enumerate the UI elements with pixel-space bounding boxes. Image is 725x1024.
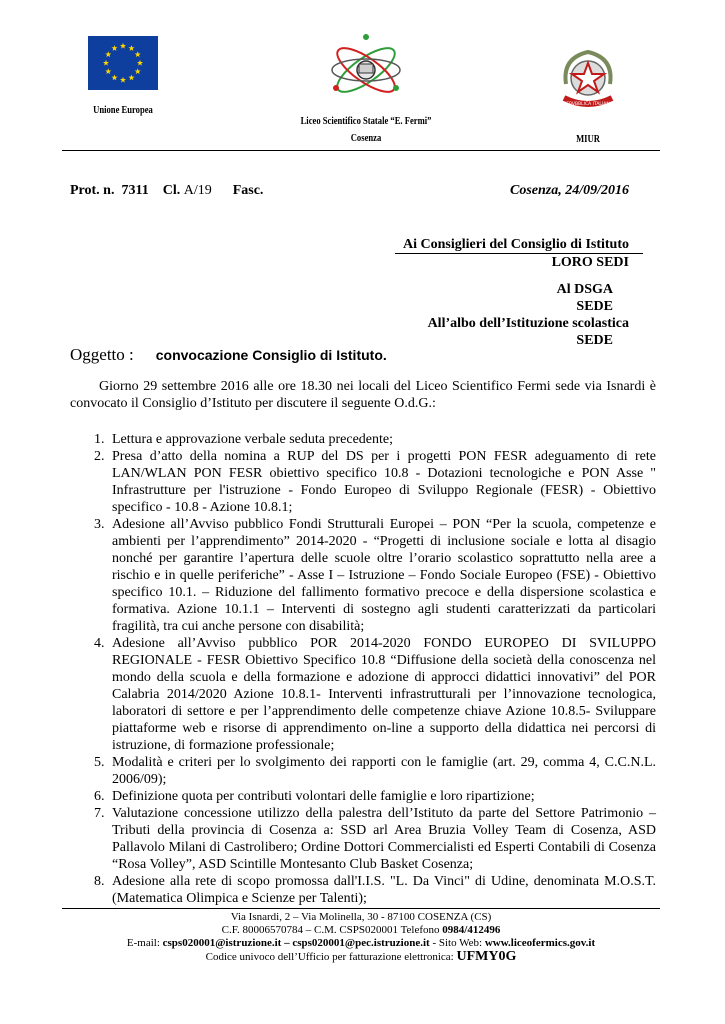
eu-caption: Unione Europea — [93, 104, 153, 116]
italian-republic-emblem-icon — [558, 44, 618, 114]
eu-flag-icon — [88, 36, 158, 90]
class-value: A/19 — [183, 183, 212, 198]
agenda-item-number: 5. — [94, 755, 105, 770]
miur-caption: MIUR — [576, 133, 600, 145]
recipient-loro-sedi: LORO SEDI — [551, 255, 629, 270]
emblem-ribbon-text: REPVBBLICA ITALIANA — [563, 102, 613, 107]
footer-codes — [62, 924, 660, 937]
agenda-item-text: Lettura e approvazione verbale seduta precedente; — [112, 432, 394, 447]
prot-number: 7311 — [121, 183, 149, 198]
recipient-dsga-sede: SEDE — [576, 299, 613, 314]
agenda-item — [70, 788, 656, 805]
agenda-item-number: 3. — [94, 517, 105, 532]
agenda-item-number: 6. — [94, 789, 105, 804]
agenda-item-text: Modalità e criteri per lo svolgimento dei rapporti con le famiglie (art. 29, comma 4, C.C.N.L. 2006/09); — [112, 755, 656, 787]
agenda-item — [70, 448, 656, 516]
prot-label: Prot. n. — [70, 183, 115, 198]
agenda-item-text: Adesione alla rete di scopo promossa dall'I.I.S. "L. Da Vinci" di Udine, denominata M.O.S.T. (Matematica Olimpica e Scienze per Talenti); — [112, 874, 656, 906]
agenda-item-text: Presa d’atto della nomina a RUP del DS per i progetti PON FESR adeguamento di rete LAN/WLAN PON FESR obiettivo specifico 10.8 - Dotazioni tecnologiche e PON Asse " Infrastrutture per l'istruzione - Fondo Europeo di Sviluppo Regionale (FESR) - Obiettivo specifico - 10.8 - Azione 10.8.1; — [112, 449, 656, 515]
agenda-item-text: Adesione all’Avviso pubblico POR 2014-2020 FONDO EUROPEO DI SVILUPPO REGIONALE - FESR Obiettivo Specifico 10.8 “Diffusione della società della conoscenza nel mondo della scuola e della formazione e adozione di approcci didattici innovativi” del POR Calabria 2014/2020 Azione 10.8.1- Interventi infrastrutturali per l’innovazione tecnologica, laboratori di settore e per l’apprendimento delle competenze chiave Azione 10.8.5- Sviluppare piattaforme web e risorse di apprendimento on-line a supporto della didattica nei percorsi di istruzione, di formazione professionale; — [112, 636, 656, 753]
footer-cf: C.F. 80006570784 – C.M. CSPS020001 Telefono — [221, 924, 443, 936]
agenda-item-text: Valutazione concessione utilizzo della palestra dell’Istituto da parte del Settore Patrimonio – Tributi della provincia di Cosenza a: SSD arl Area Bruzia Volley Team di Cosenza, ASD Pallavolo Milani di Castrolibero; Ordine Dottori Commercialisti ed Esperti Contabili di Cosenza “Rosa Volley”, ASD Scintille Montesanto Club Basket Cosenza; — [112, 806, 656, 872]
agenda-item-number: 8. — [94, 874, 105, 889]
agenda-item-text: Definizione quota per contributi volontari delle famiglie e loro ripartizione; — [112, 789, 535, 804]
intro-paragraph: Giorno 29 settembre 2016 alle ore 18.30 nei locali del Liceo Scientifico Fermi sede via Isnardi è convocato il Consiglio d’Istituto per discutere il seguente O.d.G.: — [70, 379, 656, 411]
footer-email-istruzione[interactable]: csps020001@istruzione.it — [162, 937, 282, 949]
footer-invoice — [62, 950, 660, 964]
agenda-item — [70, 805, 656, 873]
footer-website-link[interactable]: www.liceofermics.gov.it — [484, 937, 596, 949]
school-name — [285, 113, 447, 147]
subject-label: Oggetto : — [70, 345, 134, 364]
school-name-line1: Liceo Scientifico Statale “E. Fermi” — [300, 115, 432, 127]
footer-divider — [62, 908, 660, 909]
fasc-label: Fasc. — [232, 183, 264, 198]
footer-contacts — [62, 937, 660, 950]
footer-email-join: – — [281, 937, 293, 949]
agenda-item — [70, 635, 656, 754]
agenda-item — [70, 516, 656, 635]
agenda-item-text: Adesione all’Avviso pubblico Fondi Strutturali Europei – PON “Per la scuola, competenze e ambienti per l’apprendimento” 2014-2020 - “Progetti di inclusione sociale e lotta al disagio nonché per garantire l’apertura delle scuole oltre l’orario scolastico soprattutto nella aree a rischio e in quelle periferiche” - Asse I – Istruzione – Fondo Sociale Europeo (FSE) - Obiettivo specifico 10.1. – Riduzione del fallimento formativo precoce e della dispersione scolastica e formativa. Azione 10.1.1 – Interventi di sostegno agli studenti caratterizzati da particolari fragilità, tra cui anche persone con disabilità; — [112, 517, 656, 634]
agenda-item-number: 1. — [94, 432, 105, 447]
footer-email-label: E-mail — [126, 937, 157, 949]
school-name-line2: Cosenza — [350, 132, 382, 144]
subject-text: convocazione Consiglio di Istituto. — [155, 347, 387, 363]
footer-address: Via Isnardi, 2 – Via Molinella, 30 - 87100 COSENZA (CS) — [230, 911, 492, 923]
protocol-line — [70, 183, 263, 199]
footer-phone: 0984/412496 — [442, 924, 501, 936]
footer-email-pec[interactable]: csps020001@pec.istruzione.it — [292, 937, 430, 949]
footer-invoice-label: Codice univoco dell’Ufficio per fatturazione elettronica: — [205, 951, 457, 963]
agenda-item — [70, 754, 656, 788]
recipients-block — [395, 236, 629, 349]
footer-email-sep: : — [156, 937, 163, 949]
recipient-councillors: Ai Consiglieri del Consiglio di Istituto — [395, 236, 643, 254]
agenda-item — [70, 873, 656, 907]
footer-invoice-code: UFMY0G — [456, 949, 517, 964]
header-divider — [62, 150, 660, 151]
agenda-list — [70, 431, 656, 907]
letter-date: Cosenza, 24/09/2016 — [509, 183, 629, 198]
school-logo-icon — [326, 30, 406, 110]
footer — [62, 911, 660, 964]
agenda-item-number: 7. — [94, 806, 105, 821]
recipient-dsga: Al DSGA — [556, 282, 613, 297]
footer-site-label: - Sito Web: — [429, 937, 485, 949]
agenda-item-number: 2. — [94, 449, 105, 464]
recipient-albo: All’albo dell’Istituzione scolastica — [427, 316, 629, 331]
subject-line — [70, 345, 387, 365]
agenda-item — [70, 431, 656, 448]
class-label: Cl. — [162, 183, 181, 198]
agenda-item-number: 4. — [94, 636, 105, 651]
recipient-albo-sede: SEDE — [576, 333, 613, 348]
